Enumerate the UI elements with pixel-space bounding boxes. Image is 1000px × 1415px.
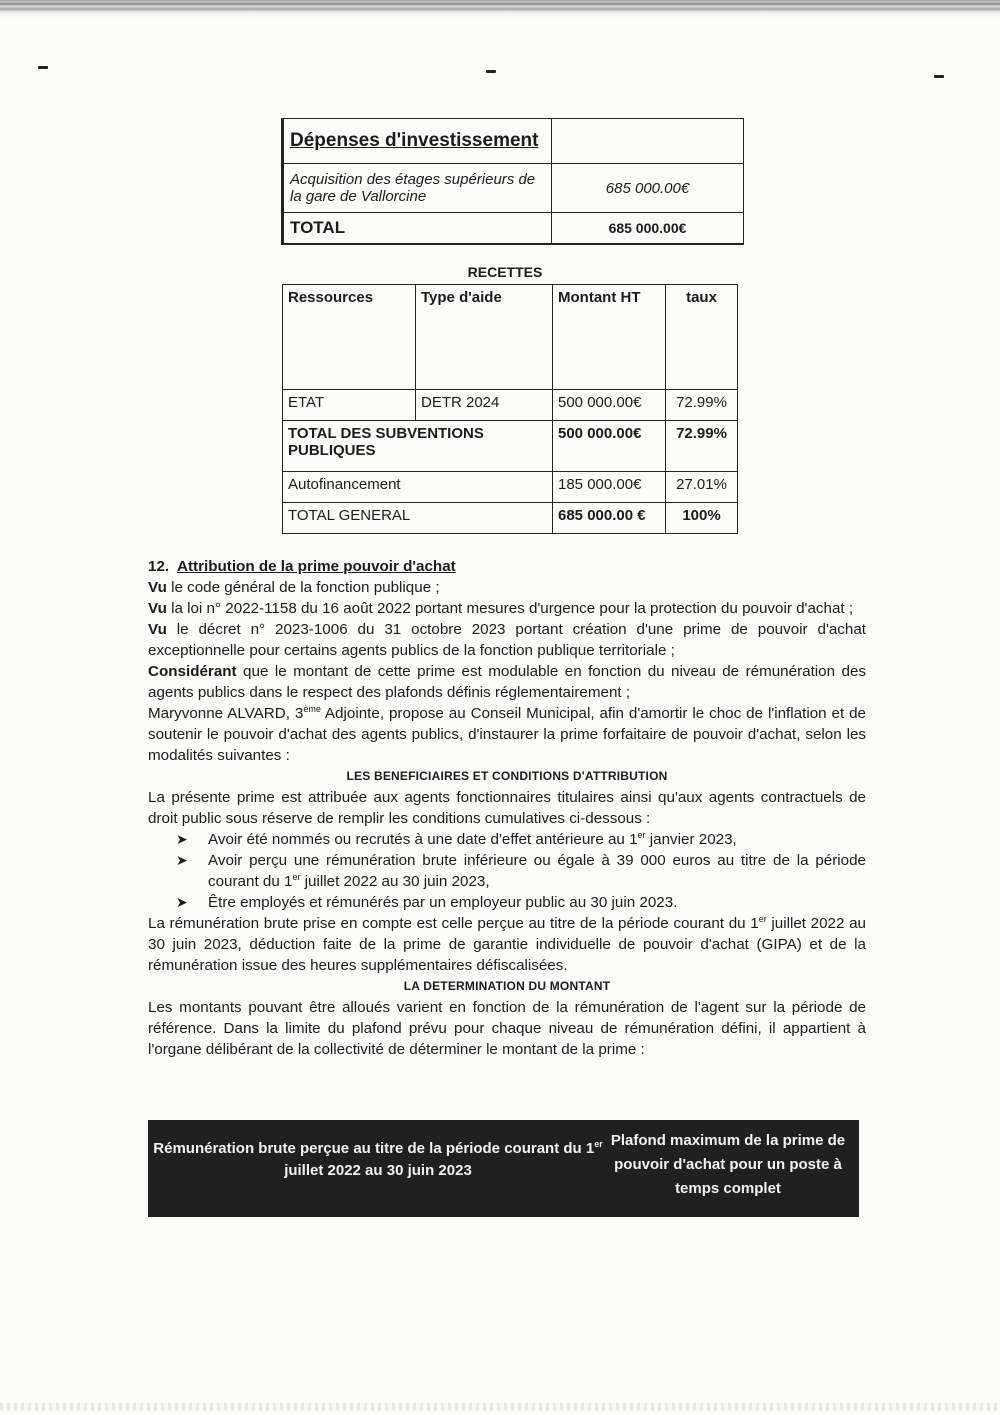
visa-paragraph: Vu le code général de la fonction publique ;: [148, 579, 440, 596]
recettes-cell: 72.99%: [666, 390, 738, 421]
considerant-paragraph: Considérant que le montant de cette prime est modulable en fonction du niveau de rémunération des agents publics dans le respect des plafonds définis réglementairement ;: [148, 663, 866, 701]
recettes-row: [283, 390, 738, 421]
prime-table-header: [148, 1120, 859, 1217]
recettes-cell: 72.99%: [666, 421, 738, 472]
depenses-header: Dépenses d'investissement: [283, 119, 552, 164]
depenses-header-empty: [552, 119, 744, 164]
depenses-total-label: TOTAL: [283, 213, 552, 245]
recettes-header-cell: taux: [666, 285, 738, 390]
arrow-bullet-icon: ➤: [176, 852, 188, 868]
visa-paragraph: Vu la loi n° 2022-1158 du 16 août 2022 portant mesures d'urgence pour la protection du pouvoir d'achat ;: [148, 600, 854, 617]
scan-mark: [486, 70, 496, 73]
recettes-header-cell: Ressources: [283, 285, 416, 390]
recettes-cell: 685 000.00 €: [553, 503, 666, 534]
depenses-row-amount: 685 000.00€: [552, 164, 744, 213]
section-body: [148, 556, 866, 1060]
proposal-paragraph: Maryvonne ALVARD, 3ème Adjointe, propose au Conseil Municipal, afin d'amortir le choc de l'inflation et de soutenir le pouvoir d'achat des agents publics, d'instaurer la prime forfaitaire de pouvoir d'achat, selon les modalités suivantes :: [148, 703, 866, 764]
arrow-bullet-icon: ➤: [176, 894, 188, 910]
section-heading: [148, 556, 866, 577]
visa-paragraph: Vu le décret n° 2023-1006 du 31 octobre 2023 portant création d'une prime de pouvoir d'achat exceptionnelle pour certains agents publics de la fonction publique territoriale ;: [148, 621, 866, 659]
recettes-row: [283, 503, 738, 534]
list-item: ➤ Être employés et rémunérés par un employeur public au 30 juin 2023.: [176, 894, 678, 911]
recettes-cell: TOTAL GENERAL: [283, 503, 553, 534]
recettes-row: [283, 472, 738, 503]
recettes-cell: 500 000.00€: [553, 421, 666, 472]
scan-top-band: [0, 0, 1000, 18]
prime-table-col1-header: Rémunération brute perçue au titre de la période courant du 1er juillet 2022 au 30 juin 2023: [153, 1139, 603, 1179]
scan-mark: [38, 66, 48, 69]
montant-paragraph: Les montants pouvant être alloués varient en fonction de la rémunération de l'agent sur la période de référence. Dans la limite du plafond prévu pour chaque niveau de rémunération défini, il appartient à l'organe délibérant de la collectivité de déterminer le montant de la prime :: [148, 999, 866, 1058]
recettes-cell: ETAT: [283, 390, 416, 421]
arrow-bullet-icon: ➤: [176, 831, 188, 847]
recettes-cell: Autofinancement: [283, 472, 553, 503]
recettes-table: [282, 284, 738, 534]
recettes-header-cell: Type d'aide: [416, 285, 553, 390]
depenses-total-amount: 685 000.00€: [552, 213, 744, 245]
recettes-header-row: [283, 285, 738, 390]
section-title: Attribution de la prime pouvoir d'achat: [177, 558, 456, 575]
recettes-row: [283, 421, 738, 472]
beneficiaires-paragraph: La présente prime est attribuée aux agents fonctionnaires titulaires ainsi qu'aux agents contractuels de droit public sous réserve de remplir les conditions cumulatives ci-dessous :: [148, 789, 866, 827]
scan-bottom-noise: [0, 1403, 1000, 1411]
scan-mark: [934, 75, 944, 78]
recettes-cell: DETR 2024: [416, 390, 553, 421]
prime-table-col2-header: Plafond maximum de la prime de pouvoir d'achat pour un poste à temps complet: [610, 1132, 846, 1197]
recettes-cell: 100%: [666, 503, 738, 534]
list-item: ➤ Avoir perçu une rémunération brute inférieure ou égale à 39 000 euros au titre de la période courant du 1er juillet 2022 au 30 juin 2023,: [176, 852, 866, 890]
subheading-beneficiaires: LES BENEFICIAIRES ET CONDITIONS D'ATTRIBUTION: [346, 769, 668, 783]
recettes-cell: 500 000.00€: [553, 390, 666, 421]
recettes-cell: 27.01%: [666, 472, 738, 503]
subheading-montant: LA DETERMINATION DU MONTANT: [403, 979, 611, 993]
remuneration-paragraph: La rémunération brute prise en compte est celle perçue au titre de la période courant du 1er juillet 2022 au 30 juin 2023, déduction faite de la prime de garantie individuelle de pouvoir d'achat (GIPA) et de la rémunération issue des heures supplémentaires défiscalisées.: [148, 913, 866, 974]
recettes-title: RECETTES: [467, 264, 543, 280]
recettes-cell: 185 000.00€: [553, 472, 666, 503]
list-item: ➤ Avoir été nommés ou recrutés à une date d'effet antérieure au 1er janvier 2023,: [176, 829, 737, 848]
depenses-table: [281, 118, 744, 245]
depenses-row-label: Acquisition des étages supérieurs de la gare de Vallorcine: [283, 164, 552, 213]
conditions-list: [176, 829, 866, 913]
section-number: 12.: [148, 558, 170, 575]
recettes-cell: TOTAL DES SUBVENTIONS PUBLIQUES: [283, 421, 553, 472]
recettes-header-cell: Montant HT: [553, 285, 666, 390]
